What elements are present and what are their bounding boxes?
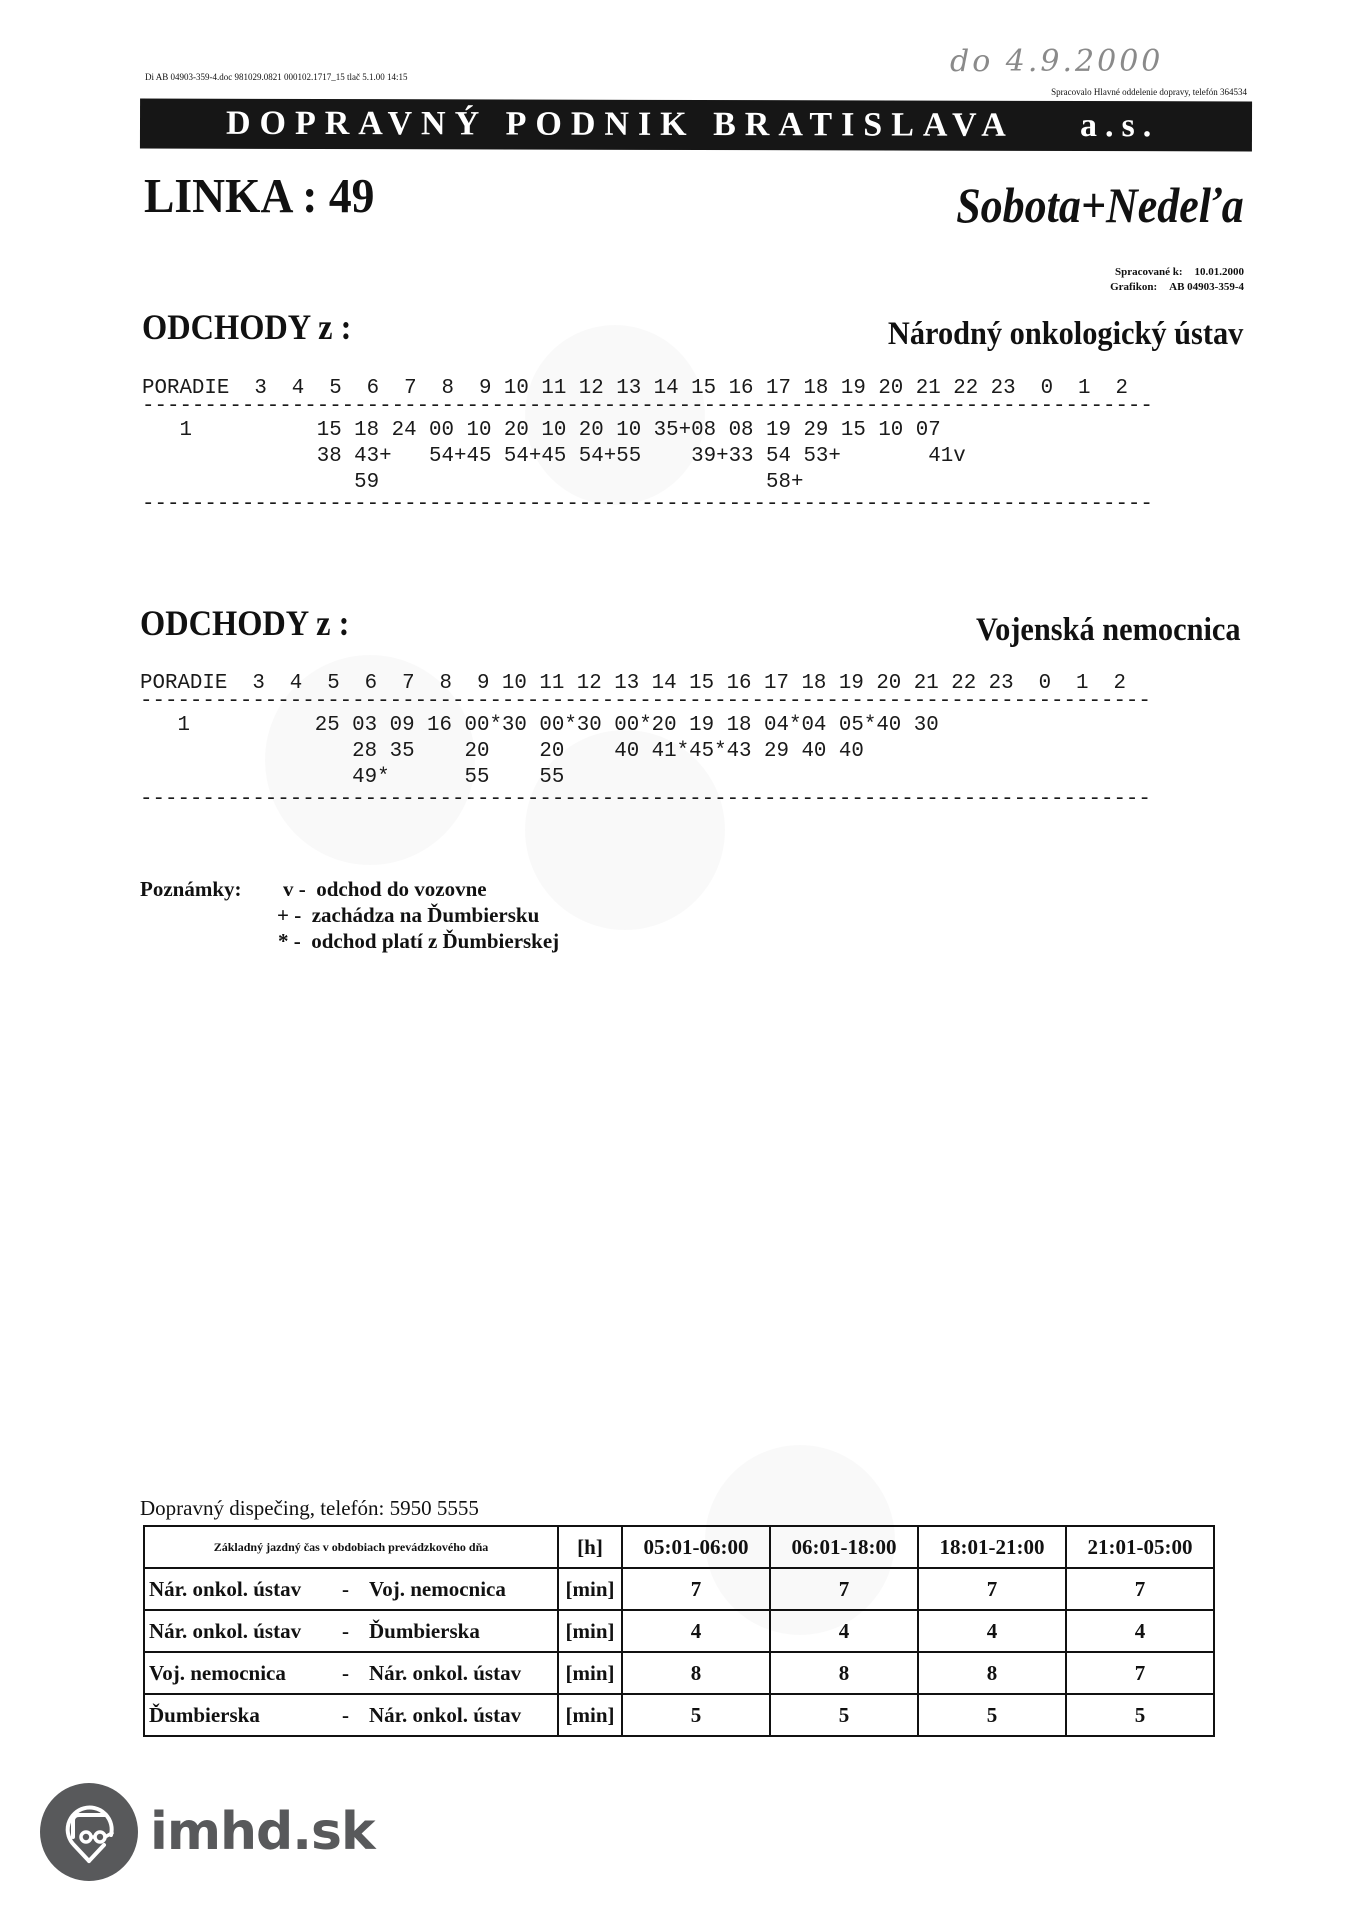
- dispatch-phone: Dopravný dispečing, telefón: 5950 5555: [140, 1496, 479, 1520]
- period-header: 05:01-06:00: [622, 1526, 770, 1568]
- travel-times-table: [143, 1525, 1215, 1737]
- time-cell: 8: [770, 1652, 918, 1694]
- time-cell: 7: [770, 1568, 918, 1610]
- route-from: Nár. onkol. ústav: [149, 1576, 302, 1601]
- time-cell: 5: [770, 1694, 918, 1736]
- route-cell: [144, 1568, 558, 1610]
- route-dash: -: [342, 1618, 349, 1643]
- departures-label: ODCHODY z :: [140, 603, 350, 643]
- table-row: [144, 1610, 1214, 1652]
- timetable-separator: ---------------------------------------------------------------------------------: [142, 493, 1153, 516]
- timetable-separator: ---------------------------------------------------------------------------------: [140, 788, 1151, 811]
- table-row: [144, 1568, 1214, 1610]
- department-line: Spracovalo Hlavné oddelenie dopravy, telefón 364534: [1051, 87, 1247, 97]
- schedule-value: AB 04903-359-4: [1169, 281, 1244, 293]
- period-header: 18:01-21:00: [918, 1526, 1066, 1568]
- route-dash: -: [342, 1660, 349, 1685]
- time-cell: 4: [622, 1610, 770, 1652]
- note-symbol: v -: [283, 877, 306, 901]
- note-text: odchod do vozovne: [316, 877, 487, 901]
- period-header: 06:01-18:00: [770, 1526, 918, 1568]
- timetable-block: [140, 671, 1151, 813]
- timetable-separator: ---------------------------------------------------------------------------------: [140, 690, 1151, 713]
- note-text: odchod platí z Ďumbierskej: [311, 929, 560, 953]
- route-from: Nár. onkol. ústav: [149, 1618, 302, 1643]
- file-reference: Di AB 04903-359-4.doc 981029.0821 000102.1717_15 tlač 5.1.00 14:15: [145, 72, 408, 82]
- logo-text: imhd.sk: [150, 1802, 375, 1862]
- handwritten-validity-note: do 4.9.2000: [950, 44, 1164, 79]
- departure-stop-name: Vojenská nemocnica: [976, 612, 1241, 648]
- time-cell: 7: [918, 1568, 1066, 1610]
- table-header-row: [144, 1526, 1214, 1568]
- time-cell: 5: [1066, 1694, 1214, 1736]
- departures-label: ODCHODY z :: [142, 307, 352, 347]
- schedule-meta: [1110, 265, 1244, 295]
- line-title: LINKA : 49: [144, 168, 375, 223]
- note-item: [277, 903, 539, 928]
- note-item: [278, 929, 559, 954]
- timetable-row: 1 15 18 24 00 10 20 10 20 10 35+08 08 19 29 15 10 07: [142, 419, 941, 442]
- table-caption: Základný jazdný čas v obdobiach prevádzkového dňa: [144, 1526, 558, 1568]
- time-cell: 5: [918, 1694, 1066, 1736]
- notes-title: Poznámky:: [140, 877, 242, 901]
- route-to: Nár. onkol. ústav: [369, 1660, 522, 1685]
- period-header: 21:01-05:00: [1066, 1526, 1214, 1568]
- route-dash: -: [342, 1576, 349, 1601]
- route-from: Voj. nemocnica: [149, 1660, 286, 1685]
- route-cell: [144, 1610, 558, 1652]
- route-cell: [144, 1694, 558, 1736]
- unit-cell: [min]: [558, 1568, 622, 1610]
- processed-value: 10.01.2000: [1194, 266, 1244, 278]
- departure-stop-name: Národný onkologický ústav: [887, 316, 1243, 352]
- schedule-label: Grafikon:: [1110, 281, 1158, 293]
- route-to: Voj. nemocnica: [369, 1576, 506, 1601]
- route-to: Ďumbierska: [369, 1618, 480, 1643]
- note-symbol: * -: [278, 929, 301, 953]
- timetable-row: 38 43+ 54+45 54+45 54+55 39+33 54 53+ 41v: [142, 445, 966, 468]
- timetable-row: 59 58+: [142, 471, 804, 494]
- unit-cell: [min]: [558, 1652, 622, 1694]
- timetable-separator: ---------------------------------------------------------------------------------: [142, 395, 1153, 418]
- route-from: Ďumbierska: [149, 1702, 260, 1727]
- table-row: [144, 1694, 1214, 1736]
- time-cell: 5: [622, 1694, 770, 1736]
- time-cell: 7: [1066, 1568, 1214, 1610]
- time-cell: 4: [770, 1610, 918, 1652]
- bus-pin-icon: [40, 1783, 138, 1881]
- note-symbol: + -: [277, 903, 302, 927]
- company-banner: [140, 99, 1252, 152]
- note-item: [283, 877, 487, 902]
- timetable-block: [142, 376, 1153, 518]
- time-cell: 4: [1066, 1610, 1214, 1652]
- unit-cell: [min]: [558, 1610, 622, 1652]
- unit-cell: [min]: [558, 1694, 622, 1736]
- route-dash: -: [342, 1702, 349, 1727]
- company-name: DOPRAVNÝ PODNIK BRATISLAVA: [225, 104, 1015, 144]
- timetable-row: 49* 55 55: [140, 766, 565, 789]
- timetable-row: 28 35 20 20 40 41*45*43 29 40 40: [140, 740, 864, 763]
- processed-label: Spracované k:: [1114, 266, 1183, 278]
- imhd-logo: [40, 1783, 375, 1881]
- time-cell: 7: [622, 1568, 770, 1610]
- company-suffix: a.s.: [1079, 107, 1160, 145]
- route-to: Nár. onkol. ústav: [369, 1702, 522, 1727]
- table-row: [144, 1652, 1214, 1694]
- timetable-hour-header: PORADIE 3 4 5 6 7 8 9 10 11 12 13 14 15 16 17 18 19 20 21 22 23 0 1 2: [142, 377, 1128, 400]
- unit-header: [h]: [558, 1526, 622, 1568]
- timetable-row: 1 25 03 09 16 00*30 00*30 00*20 19 18 04*04 05*40 30: [140, 714, 939, 737]
- time-cell: 8: [622, 1652, 770, 1694]
- time-cell: 7: [1066, 1652, 1214, 1694]
- note-text: zachádza na Ďumbiersku: [311, 903, 540, 927]
- time-cell: 4: [918, 1610, 1066, 1652]
- timetable-hour-header: PORADIE 3 4 5 6 7 8 9 10 11 12 13 14 15 16 17 18 19 20 21 22 23 0 1 2: [140, 672, 1126, 695]
- time-cell: 8: [918, 1652, 1066, 1694]
- day-type: Sobota+Nedeľa: [956, 177, 1244, 233]
- route-cell: [144, 1652, 558, 1694]
